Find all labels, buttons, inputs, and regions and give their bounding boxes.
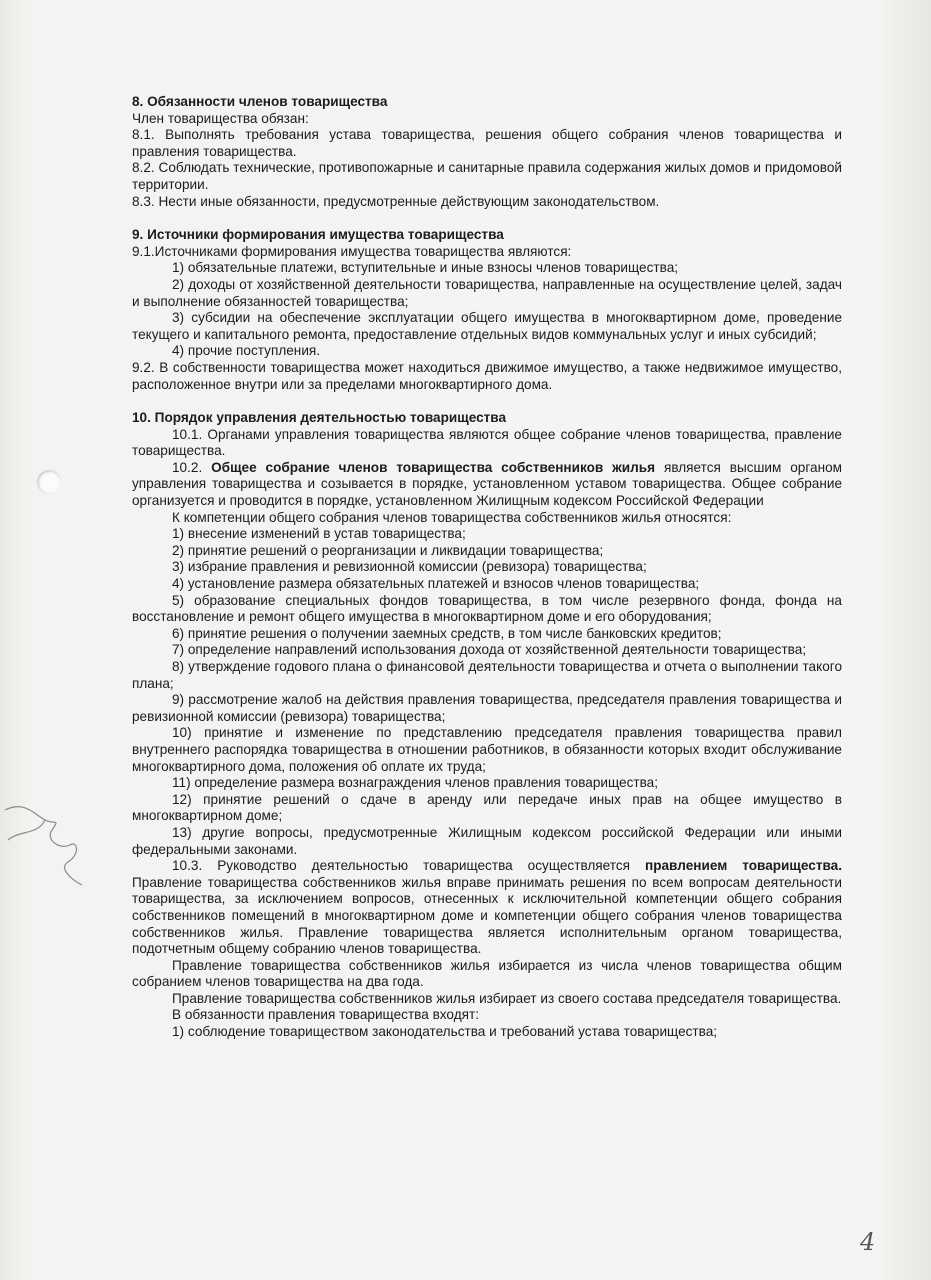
punch-hole bbox=[37, 470, 61, 494]
s9-clause-9-2: 9.2. В собственности товарищества может находиться движимое имущество, а также недвижимое имущество, расположенное внутри или за пределами многоквартирного дома. bbox=[132, 359, 842, 392]
section-9-title: 9. Источники формирования имущества товарищества bbox=[132, 227, 504, 243]
clause-10-2-bold: Общее собрание членов товарищества собственников жилья bbox=[211, 459, 656, 475]
competence-item: 10) принятие и изменение по представлению председателя правления товарищества правил внутреннего распорядка товарищества в отношении работников, в обязанности которых входит обслуживание многоквартирного дома, положения об оплате их труда; bbox=[132, 725, 842, 774]
competence-item: 13) другие вопросы, предусмотренные Жилищным кодексом российской Федерации или иными федеральными законами. bbox=[132, 824, 842, 857]
s9-item: 4) прочие поступления. bbox=[172, 343, 321, 359]
s9-intro: 9.1.Источниками формирования имущества товарищества являются: bbox=[132, 243, 572, 259]
s8-line: 8.3. Нести иные обязанности, предусмотренные действующим законодательством. bbox=[132, 193, 660, 209]
s8-line: 8.2. Соблюдать технические, противопожарные и санитарные правила содержания жилых домов и придомовой территории. bbox=[132, 160, 842, 192]
competence-item: 12) принятие решений о сдаче в аренду или передаче иных прав на общее имущество в многоквартирном доме; bbox=[132, 791, 842, 824]
competence-item: 8) утверждение годового плана о финансовой деятельности товарищества и отчета о выполнении такого плана; bbox=[132, 659, 842, 691]
clause-10-3-number: 10.3. bbox=[172, 858, 203, 874]
clause-10-3 bbox=[132, 858, 842, 958]
competence-item: 1) внесение изменений в устав товарищества; bbox=[172, 526, 466, 542]
s9-item: 3) субсидии на обеспечение эксплуатации общего имущества в многоквартирном доме, проведение текущего и капитального ремонта, предоставление отдельных видов коммунальных услуг и иных субсидий; bbox=[132, 310, 842, 342]
competence-item: 7) определение направлений использования дохода от хозяйственной деятельности товарищества; bbox=[172, 642, 807, 658]
page-number: 4 bbox=[860, 1228, 876, 1256]
competence-item: 11) определение размера вознаграждения членов правления товарищества; bbox=[172, 775, 659, 791]
board-election: Правление товарищества собственников жилья избирается из числа членов товарищества общим собранием членов товарищества на два года. bbox=[132, 957, 842, 990]
clause-10-3-text: Правление товарищества собственников жилья вправе принимать решения по всем вопросам деятельности товарищества, за исключением вопросов, отнесенных к исключительной компетенции общего собрания собственников помещений в многоквартирном доме и компетенции общего собрания членов товарищества собственников жилья. Правление товарищества является исполнительным органом товарищества, подотчетным общему собранию членов товарищества. bbox=[132, 874, 842, 957]
s9-item: 1) обязательные платежи, вступительные и иные взносы членов товарищества; bbox=[172, 260, 679, 276]
competence-item: 3) избрание правления и ревизионной комиссии (ревизора) товарищества; bbox=[172, 559, 647, 575]
section-8-title: 8. Обязанности членов товарищества bbox=[132, 94, 388, 109]
board-chair: Правление товарищества собственников жилья избирает из своего состава председателя товарищества. bbox=[172, 990, 842, 1006]
board-duties-intro: В обязанности правления товарищества входят: bbox=[172, 1007, 479, 1023]
s8-line: 8.1. Выполнять требования устава товарищества, решения общего собрания членов товарищества и правления товарищества. bbox=[132, 127, 842, 159]
clause-10-3-lead: Руководство деятельностью товарищества осуществляется bbox=[217, 858, 630, 874]
clause-10-2-text: является высшим органом управления товарищества и созывается в порядке, установленном уставом товарищества. Общее собрание организуется и проводится в порядке, установленном Жилищным кодексом Российской Федерации bbox=[132, 459, 842, 509]
document-body bbox=[132, 94, 842, 1041]
board-duty-item: 1) соблюдение товариществом законодательства и требований устава товарищества; bbox=[172, 1024, 718, 1040]
clause-10-2-number: 10.2. bbox=[172, 459, 203, 475]
clause-10-3-bold: правлением товарищества. bbox=[644, 858, 842, 874]
competence-item: 6) принятие решения о получении заемных средств, в том числе банковских кредитов; bbox=[172, 625, 722, 641]
competence-item: 5) образование специальных фондов товарищества, в том числе резервного фонда, фонда на восстановление и ремонт общего имущества в многоквартирном доме и его оборудования; bbox=[132, 592, 842, 625]
competence-item: 4) установление размера обязательных платежей и взносов членов товарищества; bbox=[172, 576, 700, 592]
competence-item: 9) рассмотрение жалоб на действия правления товарищества, председателя правления товарищества и ревизионной комиссии (ревизора) товарищества; bbox=[132, 692, 842, 724]
clause-10-2 bbox=[132, 460, 842, 510]
s9-item: 2) доходы от хозяйственной деятельности товарищества, направленные на осуществление целей, задач и выполнение обязанностей товарищества; bbox=[132, 276, 842, 309]
s8-line: Член товарищества обязан: bbox=[132, 110, 309, 126]
section-10-title: 10. Порядок управления деятельностью товарищества bbox=[132, 410, 507, 426]
clause-10-1: 10.1. Органами управления товарищества являются общее собрание членов товарищества, правление товарищества. bbox=[132, 426, 842, 459]
competence-item: 2) принятие решений о реорганизации и ликвидации товарищества; bbox=[172, 542, 604, 558]
competence-intro: К компетенции общего собрания членов товарищества собственников жилья относятся: bbox=[172, 509, 732, 525]
binding-thread bbox=[0, 790, 110, 900]
